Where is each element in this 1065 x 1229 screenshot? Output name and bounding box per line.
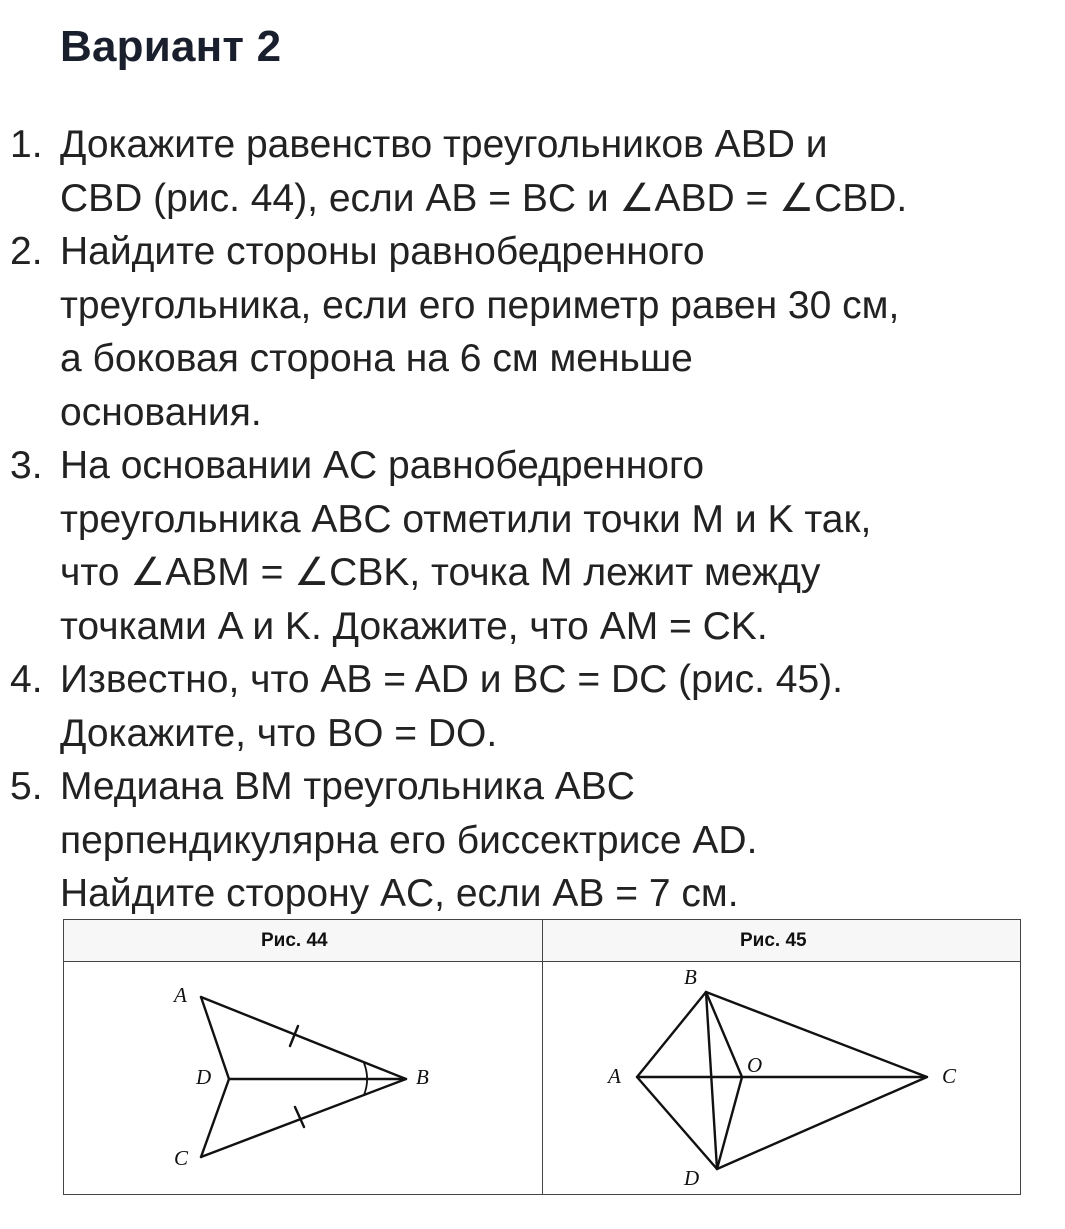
fig45-segment-od [717,1077,742,1169]
task-item [0,439,1065,653]
fig44-label-c: C [174,1146,189,1170]
task-line: Медиана BM треугольника ABC [60,765,635,808]
task-line: треугольника ABC отметили точки M и K так, [60,497,872,541]
task-text [60,225,1050,439]
page-title: Вариант 2 [60,22,282,71]
task-line: Докажите, что BO = DO. [60,711,498,755]
fig45-label-d: D [684,1166,700,1190]
fig44-label-d: D [196,1065,212,1089]
task-text [60,118,1050,225]
task-text [60,760,1050,921]
fig45-label-o: O [747,1053,763,1077]
figure-44 [201,997,406,1157]
task-line: перпендикулярна его биссектрисе AD. [60,818,758,862]
figure-45-caption: Рис. 45 [740,930,807,951]
task-line: Найдите стороны равнобедренного [60,230,705,273]
fig45-label-c: C [942,1064,957,1088]
task-line: Найдите сторону AC, если AB = 7 см. [60,872,739,915]
figure-45 [637,992,927,1169]
task-line: треугольника, если его периметр равен 30 см, [60,283,900,327]
fig44-label-a: A [174,983,187,1007]
task-number: 5. [10,765,43,808]
task-line: Известно, что AB = AD и BC = DC (рис. 45). [60,658,843,701]
task-list [0,118,1065,921]
figures-drawing [64,920,1020,1194]
task-line: точками A и K. Докажите, что AM = CK. [60,604,768,648]
fig45-diagonal-bd [706,992,717,1169]
task-item [0,118,1065,225]
fig44-outline [201,997,406,1157]
task-line: На основании AC равнобедренного [60,444,705,487]
task-line: CBD (рис. 44), если AB = BC и ∠ABD = ∠CBD. [60,176,908,220]
figure-44-caption: Рис. 44 [261,930,328,951]
fig44-tick-bc [295,1107,304,1127]
task-item [0,225,1065,439]
task-number: 2. [10,230,43,273]
task-line: что ∠ABM = ∠CBK, точка M лежит между [60,551,821,594]
task-number: 1. [10,123,43,166]
task-number: 3. [10,444,43,487]
figures-table [63,919,1021,1195]
fig44-segment-dc [201,1079,229,1157]
task-item [0,760,1065,921]
fig45-label-b: B [684,965,697,989]
task-item [0,653,1065,760]
fig45-outline [637,992,927,1169]
task-line: основания. [60,390,262,434]
task-text [60,439,1050,653]
task-line: Докажите равенство треугольников ABD и [60,123,828,166]
task-line: а боковая сторона на 6 см меньше [60,337,693,380]
task-number: 4. [10,658,43,701]
fig44-label-b: B [416,1065,429,1089]
fig45-label-a: A [608,1064,621,1088]
task-text [60,653,1050,760]
